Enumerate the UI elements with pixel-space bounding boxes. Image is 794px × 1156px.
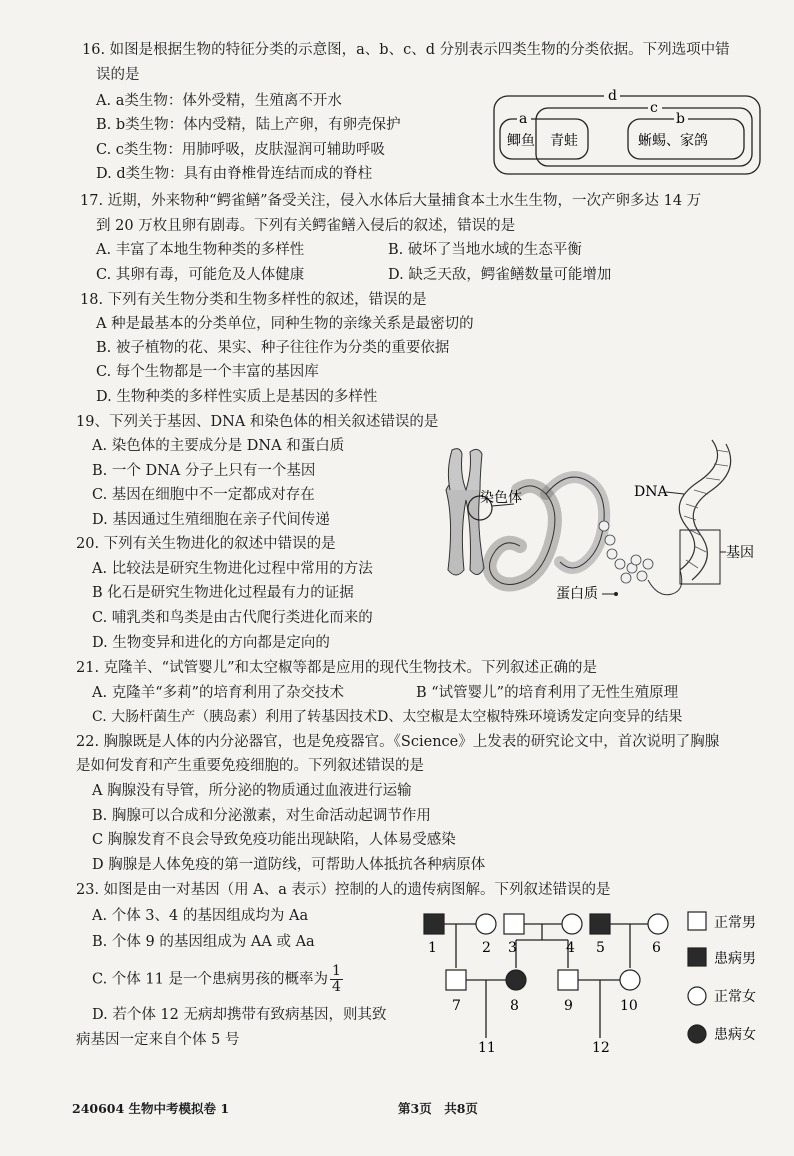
q22-option-a: A 胸腺没有导管，所分泌的物质通过血液进行运输 <box>92 783 412 799</box>
chromosome-dna-figure <box>436 430 776 610</box>
q23-option-b: B. 个体 9 的基因组成为 AA 或 Aa <box>92 934 315 950</box>
protein-label: 蛋白质 <box>556 586 598 602</box>
individual-5 <box>590 914 610 934</box>
q20-option-a: A. 比较法是研究生物进化过程中常用的方法 <box>92 561 373 577</box>
reptile-bird-label: 蜥蜴、家鸽 <box>638 133 708 149</box>
label-9: 9 <box>564 998 573 1014</box>
label-b: b <box>676 111 685 127</box>
q22-option-b: B. 胸腺可以合成和分泌激素，对生命活动起调节作用 <box>92 808 431 824</box>
individual-1 <box>424 914 444 934</box>
q21-option-cd: C. 大肠杆菌生产（胰岛素）利用了转基因技术D、太空椒是太空椒特殊环境诱发定向变异的结果 <box>92 709 683 725</box>
label-8: 8 <box>510 998 519 1014</box>
q20-option-d: D. 生物变异和进化的方向都是定向的 <box>92 635 330 651</box>
label-d: d <box>608 88 617 104</box>
label-12: 12 <box>592 1040 610 1056</box>
fish-label: 鲫鱼 <box>507 133 535 149</box>
label-3: 3 <box>508 940 517 956</box>
q17-option-d: D. 缺乏天敌，鳄雀鳝数量可能增加 <box>388 267 612 283</box>
label-10: 10 <box>620 998 638 1014</box>
q19-option-d: D. 基因通过生殖细胞在亲子代间传递 <box>92 512 330 528</box>
legend-normal-female: 正常女 <box>714 989 756 1005</box>
q19-option-c: C. 基因在细胞中不一定都成对存在 <box>92 487 315 503</box>
q21-option-a: A. 克隆羊“多莉”的培育利用了杂交技术 <box>92 685 345 701</box>
legend-normal-male-icon <box>688 912 706 930</box>
individual-9 <box>558 970 578 990</box>
probability-fraction <box>330 964 343 995</box>
q22-option-c: C 胸腺发育不良会导致免疫功能出现缺陷，人体易受感染 <box>92 832 456 848</box>
q19-stem: 19、下列关于基因、DNA 和染色体的相关叙述错误的是 <box>76 414 439 430</box>
individual-10 <box>620 970 640 990</box>
q18-option-a: A 种是最基本的分类单位，同种生物的亲缘关系是最密切的 <box>96 316 474 332</box>
classification-diagram <box>490 86 770 178</box>
q20-stem: 20. 下列有关生物进化的叙述中错误的是 <box>76 536 336 552</box>
legend-affected-male: 患病男 <box>714 951 756 967</box>
label-11: 11 <box>478 1040 496 1056</box>
legend-normal-male: 正常男 <box>714 915 756 931</box>
q20-option-b: B 化石是研究生物进化过程最有力的证据 <box>92 585 354 601</box>
individual-7 <box>446 970 466 990</box>
legend-affected-female-icon <box>688 1025 706 1043</box>
label-a: a <box>519 111 528 127</box>
q18-option-d: D. 生物种类的多样性实质上是基因的多样性 <box>96 389 378 405</box>
label-4: 4 <box>566 940 575 956</box>
q17-stem: 17. 近期，外来物种“鳄雀鳝”备受关注，侵入水体后大量捕食本土水生生物，一次产卵多达 14 万 <box>80 193 702 209</box>
individual-8 <box>506 970 526 990</box>
q22-stem: 22. 胸腺既是人体的内分泌器官，也是免疫器官。《Science》上发表的研究论文中，首次说明了胸腺 <box>76 734 720 750</box>
label-1: 1 <box>428 940 437 956</box>
q17-stem-cont: 到 20 万枚且卵有剧毒。下列有关鳄雀鳝入侵后的叙述，错误的是 <box>96 218 516 234</box>
q16-option-b: B. b类生物：体内受精，陆上产卵，有卵壳保护 <box>96 117 401 133</box>
dna-label: DNA <box>634 484 668 500</box>
q16-option-c: C. c类生物：用肺呼吸，皮肤湿润可辅助呼吸 <box>96 142 385 158</box>
q23-option-d: D. 若个体 12 无病却携带有致病基因，则其致 <box>92 1007 387 1023</box>
q18-option-c: C. 每个生物都是一个丰富的基因库 <box>96 364 319 380</box>
fraction-denominator: 4 <box>331 979 341 995</box>
legend-affected-male-icon <box>688 948 706 966</box>
q18-stem: 18. 下列有关生物分类和生物多样性的叙述，错误的是 <box>80 292 427 308</box>
q16-option-a: A. a类生物：体外受精，生殖离不开水 <box>96 93 342 109</box>
individual-4 <box>562 914 582 934</box>
q23-option-d-cont: 病基因一定来自个体 5 号 <box>76 1032 240 1048</box>
label-5: 5 <box>596 940 605 956</box>
q19-option-a: A. 染色体的主要成分是 DNA 和蛋白质 <box>92 438 345 454</box>
individual-3 <box>504 914 524 934</box>
q18-option-b: B. 被子植物的花、果实、种子往往作为分类的重要依据 <box>96 340 450 356</box>
q17-option-c: C. 其卵有毒，可能危及人体健康 <box>96 267 305 283</box>
individual-2 <box>476 914 496 934</box>
q23-option-c-text: C. 个体 11 是一个患病男孩的概率为 <box>92 971 328 988</box>
label-7: 7 <box>452 998 461 1014</box>
exam-code: 240604 生物中考模拟卷 1 <box>72 1101 230 1116</box>
q21-option-b: B “试管婴儿”的培育利用了无性生殖原理 <box>416 685 679 701</box>
label-2: 2 <box>482 940 491 956</box>
q16-stem: 16. 如图是根据生物的特征分类的示意图，a、b、c、d 分别表示四类生物的分类依据。下列选项中错 <box>82 42 730 58</box>
individual-6 <box>648 914 668 934</box>
q23-stem: 23. 如图是由一对基因（用 A、a 表示）控制的人的遗传病图解。下列叙述错误的是 <box>76 882 611 898</box>
q16-option-d: D. d类生物：具有由脊椎骨连结而成的脊柱 <box>96 166 373 182</box>
frog-label: 青蛙 <box>550 133 578 149</box>
q19-option-b: B. 一个 DNA 分子上只有一个基因 <box>92 463 316 479</box>
label-6: 6 <box>652 940 661 956</box>
pedigree-chart <box>412 900 774 1060</box>
legend-affected-female: 患病女 <box>714 1027 756 1043</box>
gene-label: 基因 <box>726 545 754 561</box>
legend-normal-female-icon <box>688 987 706 1005</box>
q23-option-c <box>92 964 343 995</box>
q22-option-d: D 胸腺是人体免疫的第一道防线，可帮助人体抵抗各种病原体 <box>92 857 486 873</box>
q23-option-a: A. 个体 3、4 的基因组成均为 Aa <box>92 908 309 924</box>
q22-stem-cont: 是如何发育和产生重要免疫细胞的。下列叙述错误的是 <box>76 758 424 774</box>
q20-option-c: C. 哺乳类和鸟类是由古代爬行类进化而来的 <box>92 610 373 626</box>
q17-option-b: B. 破坏了当地水域的生态平衡 <box>388 242 582 258</box>
fraction-numerator: 1 <box>331 963 341 979</box>
page-number: 第3页 共8页 <box>398 1101 478 1116</box>
label-c: c <box>650 100 658 116</box>
q21-stem: 21. 克隆羊、“试管婴儿”和太空椒等都是应用的现代生物技术。下列叙述正确的是 <box>76 660 597 676</box>
chromosome-label: 染色体 <box>480 490 522 506</box>
q16-stem-cont: 误的是 <box>96 67 140 83</box>
q17-option-a: A. 丰富了本地生物种类的多样性 <box>96 242 305 258</box>
